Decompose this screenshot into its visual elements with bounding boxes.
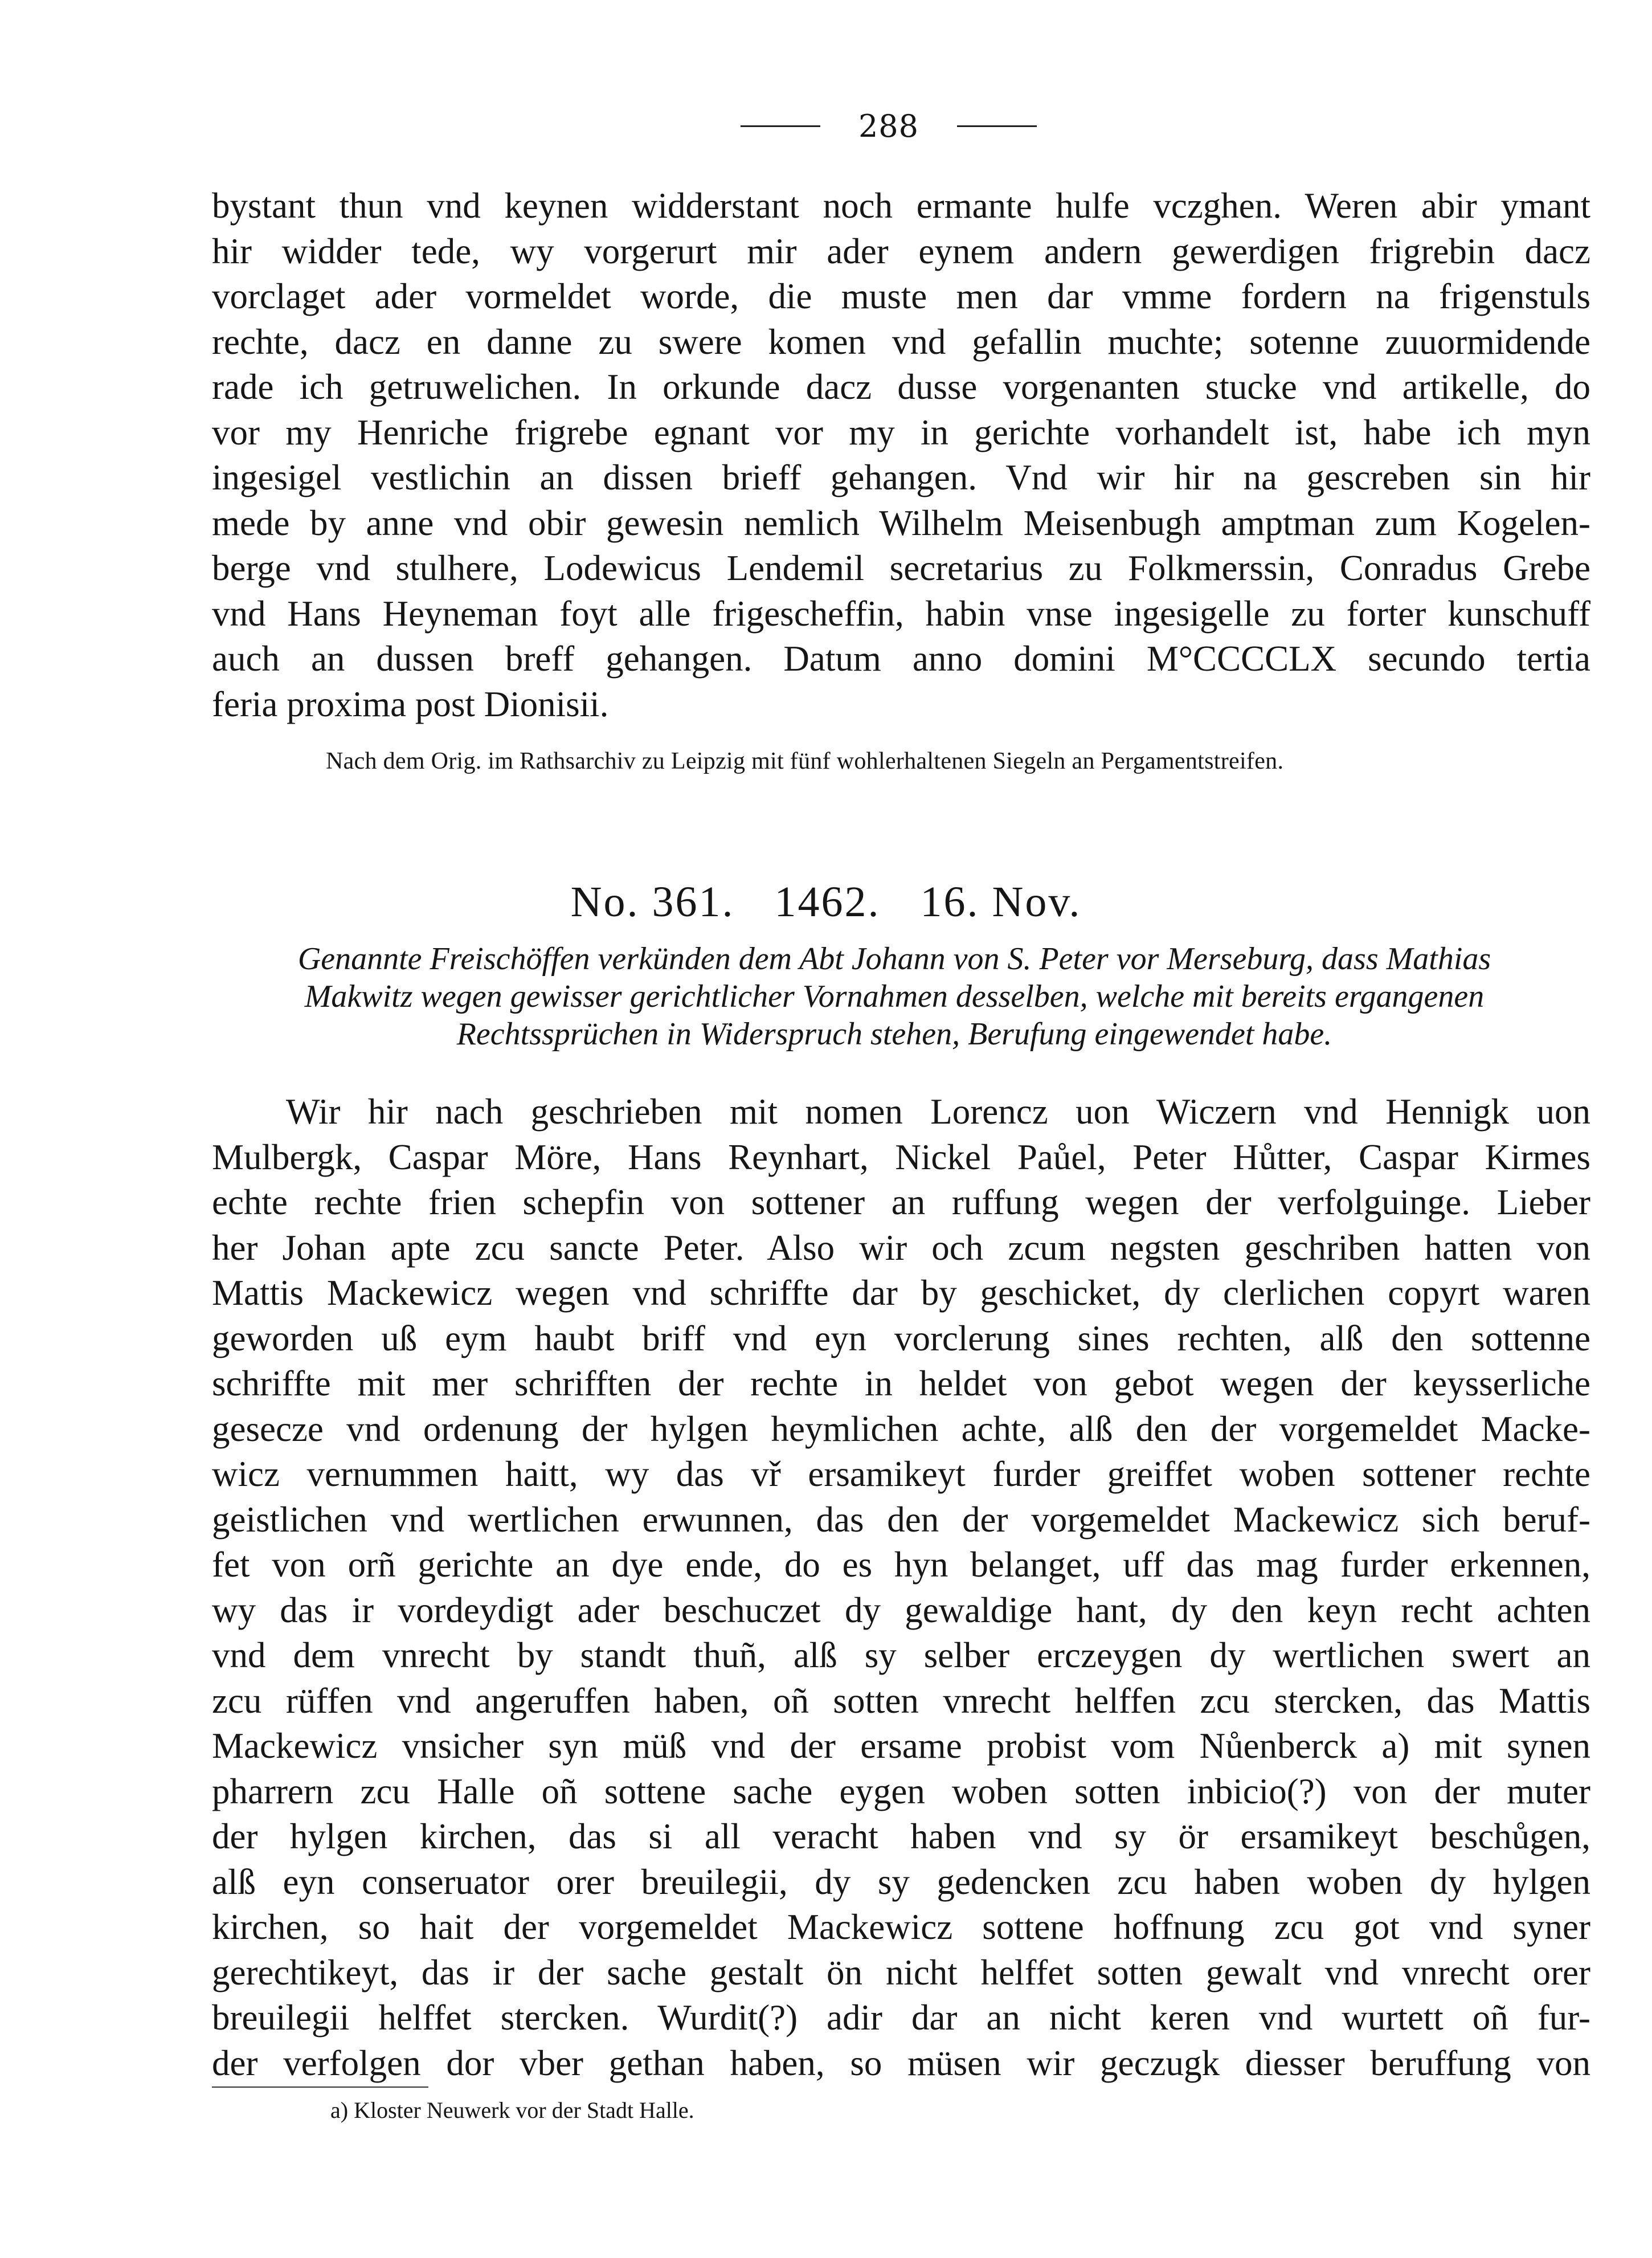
text-line: hir widder tede, wy vorgerurt mir ader eynem andern gewerdigen frigrebin dacz xyxy=(212,231,1590,271)
text-line: Mulbergk, Caspar Möre, Hans Reynhart, Nickel Paůel, Peter Hůtter, Caspar Kirmes xyxy=(212,1137,1590,1177)
text-line: der hylgen kirchen, das si all veracht haben vnd sy ör ersamikeyt beschůgen, xyxy=(212,1816,1590,1856)
page-header xyxy=(741,108,1037,144)
text-line: feria proxima post Dionisii. xyxy=(212,684,609,724)
header-rule-right xyxy=(957,125,1037,127)
text-line: Wir hir nach geschrieben mit nomen Lorencz uon Wiczern vnd Hennigk uon xyxy=(286,1092,1590,1132)
page-number: 288 xyxy=(858,108,919,144)
footnote: a) Kloster Neuwerk vor der Stadt Halle. xyxy=(330,2097,694,2123)
text-line: der verfolgen dor vber gethan haben, so müsen wir geczugk diesser beruffung von xyxy=(212,2043,1590,2083)
text-line: zcu rüffen vnd angeruffen haben, oñ sotten vnrecht helffen zcu stercken, das Mattis xyxy=(212,1680,1590,1721)
text-line: wy das ir vordeydigt ader beschuczet dy gewaldige hant, dy den keyn recht achten xyxy=(212,1590,1590,1630)
summary-line: Rechtssprüchen in Widerspruch stehen, Berufung eingewendet habe. xyxy=(456,1016,1332,1052)
document-date: 16. Nov. xyxy=(920,878,1082,926)
preceding-text xyxy=(212,183,1590,727)
text-line: auch an dussen breff gehangen. Datum anno domini M°CCCCLX secundo tertia xyxy=(212,639,1590,679)
document-year: 1462. xyxy=(774,878,881,926)
text-line: breuilegii helffet stercken. Wurdit(?) adir dar an nicht keren vnd wurtett oñ fur- xyxy=(212,1998,1590,2037)
text-line: geistlichen vnd wertlichen erwunnen, das den der vorgemeldet Mackewicz sich beruf- xyxy=(212,1499,1590,1540)
text-line: fet von orñ gerichte an dye ende, do es hyn belanget, uff das mag furder erkennen, xyxy=(212,1545,1590,1585)
text-line: kirchen, so hait der vorgemeldet Mackewicz sottene hoffnung zcu got vnd syner xyxy=(212,1907,1590,1947)
text-line: wicz vernummen haitt, wy das vř ersamikeyt furder greiffet woben sottener rechte xyxy=(212,1454,1590,1494)
text-line: alß eyn conseruator orer breuilegii, dy sy gedencken zcu haben woben dy hylgen xyxy=(212,1861,1590,1902)
text-line: echte rechte frien schepfin von sottener an ruffung wegen der verfolguinge. Lieber xyxy=(212,1182,1590,1222)
text-line: bystant thun vnd keynen widderstant noch ermante hulfe vczghen. Weren abir ymant xyxy=(212,186,1590,226)
text-line: berge vnd stulhere, Lodewicus Lendemil secretarius zu Folkmerssin, Conradus Grebe xyxy=(212,548,1590,588)
text-line: pharrern zcu Halle oñ sottene sache eygen woben sotten inbicio(?) von der muter xyxy=(212,1771,1590,1811)
text-line: vor my Henriche frigrebe egnant vor my in gerichte vorhandelt ist, habe ich myn xyxy=(212,412,1590,452)
text-line: vnd Hans Heyneman foyt alle frigescheffin, habin vnse ingesigelle zu forter kunschuff xyxy=(212,593,1590,634)
document-number: No. 361. xyxy=(570,878,735,926)
text-line: vorclaget ader vormeldet worde, die muste men dar vmme fordern na frigenstuls xyxy=(212,276,1590,316)
text-line: rechte, dacz en danne zu swere komen vnd gefallin muchte; sotenne zuuormidende xyxy=(212,321,1590,362)
text-line: her Johan apte zcu sancte Peter. Also wir och zcum negsten geschriben hatten von xyxy=(212,1227,1590,1268)
footnote-rule xyxy=(212,2086,428,2088)
text-line: gerechtikeyt, das ir der sache gestalt ön nicht helffet sotten gewalt vnd vnrecht orer xyxy=(212,1952,1590,1992)
document-heading xyxy=(0,877,1652,927)
text-line: ingesigel vestlichin an dissen brieff gehangen. Vnd wir hir na gescreben sin hir xyxy=(212,458,1590,497)
text-line: rade ich getruwelichen. In orkunde dacz dusse vorgenanten stucke vnd artikelle, do xyxy=(212,367,1590,407)
text-line: geworden uß eym haubt briff vnd eyn vorclerung sines rechten, alß den sottenne xyxy=(212,1318,1590,1358)
summary-line: Makwitz wegen gewisser gerichtlicher Vornahmen desselben, welche mit bereits ergangenen xyxy=(304,979,1485,1014)
text-line: mede by anne vnd obir gewesin nemlich Wilhelm Meisenbugh amptman zum Kogelen- xyxy=(212,503,1590,543)
summary-line: Genannte Freischöffen verkünden dem Abt Johann von S. Peter vor Merseburg, dass Mathias xyxy=(297,941,1491,977)
text-line: vnd dem vnrecht by standt thuñ, alß sy selber erczeygen dy wertlichen swert an xyxy=(212,1635,1590,1675)
text-line: schriffte mit mer schrifften der rechte in heldet von gebot wegen der keysserliche xyxy=(212,1363,1590,1403)
text-line: Mackewicz vnsicher syn müß vnd der ersame probist vom Nůenberck a) mit synen xyxy=(212,1726,1590,1766)
document-body xyxy=(212,1089,1590,2086)
document-summary xyxy=(239,940,1549,1053)
source-note: Nach dem Orig. im Rathsarchiv zu Leipzig mit fünf wohlerhaltenen Siegeln an Pergamentstreifen. xyxy=(326,748,1284,774)
text-line: Mattis Mackewicz wegen vnd schriffte dar by geschicket, dy clerlichen copyrt waren xyxy=(212,1273,1590,1313)
text-line: gesecze vnd ordenung der hylgen heymlichen achte, alß den der vorgemeldet Macke- xyxy=(212,1408,1590,1449)
header-rule-left xyxy=(741,125,820,127)
